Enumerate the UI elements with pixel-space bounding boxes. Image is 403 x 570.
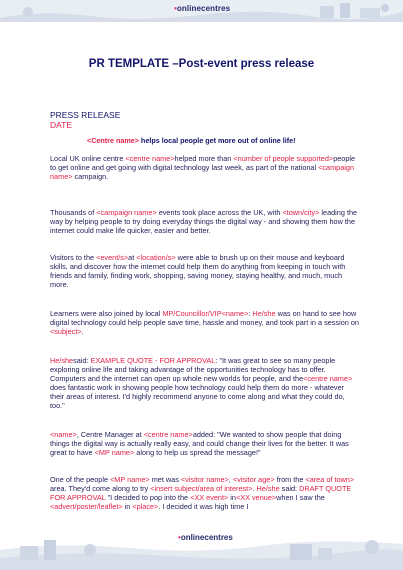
body-text: campaign. <box>72 171 109 181</box>
placeholder-text: <insert subject/area of interest> <box>150 483 253 493</box>
paragraph-4 <box>50 310 360 337</box>
body-text: Local UK online centre <box>50 154 126 163</box>
body-text: at <box>128 253 137 262</box>
placeholder-text: He/she <box>256 483 280 493</box>
body-text: helped more than <box>174 154 234 163</box>
placeholder-text: <MP name> <box>110 475 150 484</box>
headline-text: helps local people get more out of online life! <box>138 136 296 145</box>
placeholder-text: <location/s> <box>136 253 176 262</box>
placeholder-text: <XX venue> <box>235 492 277 502</box>
body-text: was on hand to see how digital technology could help people save time, hassle and money, and took part in a session on <box>50 309 359 327</box>
placeholder-text: <XX event> <box>190 492 229 502</box>
body-text: Learners were also joined by local <box>50 309 163 318</box>
body-text: were able to brush up on their mouse and keyboard skills, and discover how the internet could help them do anything from keeping in touch with friends and family, finding work, shopping, saving money, staying healthy, and much, much more. <box>50 253 346 289</box>
paragraph-5 <box>50 357 360 410</box>
body-text: . <box>252 483 257 493</box>
date-placeholder: DATE <box>50 120 73 130</box>
paragraph-6 <box>50 431 360 458</box>
headline <box>87 136 295 145</box>
body-text: people to get online and get going with digital technology last week, as part of the national <box>50 154 356 172</box>
placeholder-text: <area of town> <box>305 475 355 484</box>
body-text: events took place across the UK, with <box>156 208 283 217</box>
body-text: "I decided to pop into the <box>105 492 191 502</box>
body-text: in <box>228 492 236 502</box>
body-text: : "It was great to see so many people exploring online life and taking advantage of the opportunities technology has to offer. Computers and the internet can open up whole new worlds for people, and the <box>50 356 336 383</box>
body-text: met was <box>149 475 181 484</box>
placeholder-text: <place> <box>132 501 159 511</box>
body-text: . <box>81 326 84 336</box>
onlinecentres-logo: •onlinecentres <box>174 4 231 13</box>
placeholder-text: <name> <box>50 430 77 439</box>
placeholder-text: <advert/poster/leaflet> <box>50 501 123 511</box>
body-text: leading the way by helping people to try doing everyday things the digital way - and showing them how the internet could make life quicker, easier and better. <box>50 208 358 235</box>
press-block <box>50 110 120 130</box>
body-text: , <box>228 475 233 484</box>
placeholder-text: <campaign name> <box>96 208 157 217</box>
body-text: said: <box>73 356 91 365</box>
footer-illustration-icon <box>0 520 403 570</box>
body-text: does fantastic work in showing people how technology could help them do more - whatever their areas of interest. I'd highly recommend anyone to come along and what they could do, too." <box>50 382 345 410</box>
placeholder-text: <centre name> <box>143 430 193 439</box>
paragraph-1 <box>50 155 360 182</box>
onlinecentres-footer-logo: •onlinecentres <box>178 533 233 542</box>
placeholder-text: <campaign name> <box>50 162 355 181</box>
press-release-label: PRESS RELEASE <box>50 110 121 120</box>
document-title: PR TEMPLATE –Post-event press release <box>88 58 315 70</box>
placeholder-text: He/she <box>252 309 276 318</box>
body-text: . I decided it was high time I <box>158 501 249 511</box>
placeholder-text: <subject> <box>50 326 82 336</box>
placeholder-text: <visitor age> <box>232 475 275 484</box>
body-text: along to help us spread the message!" <box>134 447 261 457</box>
placeholder-text: <centre name> <box>125 154 175 163</box>
body-text: said: <box>279 483 300 493</box>
placeholder-text: <name> <box>221 309 249 318</box>
paragraph-2 <box>50 209 360 236</box>
placeholder-text: <MP name> <box>94 447 135 457</box>
body-text: from the <box>274 475 306 484</box>
body-text: in <box>122 501 133 511</box>
body-text: , Centre Manager at <box>76 430 144 439</box>
placeholder-text: EXAMPLE QUOTE - FOR APPROVAL <box>90 356 216 365</box>
placeholder-text: <centre name> <box>303 373 353 383</box>
paragraph-7 <box>50 476 360 512</box>
body-text: : <box>248 309 253 318</box>
placeholder-text: <town/city> <box>282 208 320 217</box>
paragraph-3 <box>50 254 360 290</box>
body-text: area. They'd come along to try <box>50 483 151 493</box>
body-text: One of the people <box>50 475 111 484</box>
placeholder-text: <visitor name> <box>180 475 229 484</box>
body-text: when I saw the <box>276 492 325 502</box>
placeholder-text: DRAFT QUOTE FOR APPROVAL <box>50 483 352 502</box>
placeholder-text: <number of people supported> <box>233 154 334 163</box>
body-text: Visitors to the <box>50 253 97 262</box>
body-text: Thousands of <box>50 208 97 217</box>
placeholder-text: <event/s> <box>96 253 129 262</box>
placeholder-text: He/she <box>50 356 74 365</box>
headline-placeholder: <Centre name> <box>87 136 139 145</box>
body-text: added: "We wanted to show people that doing things the digital way is actually really easy, and could change their lives for the better. It was great to have <box>50 430 349 457</box>
placeholder-text: MP/Councillor/VIP <box>162 309 222 318</box>
